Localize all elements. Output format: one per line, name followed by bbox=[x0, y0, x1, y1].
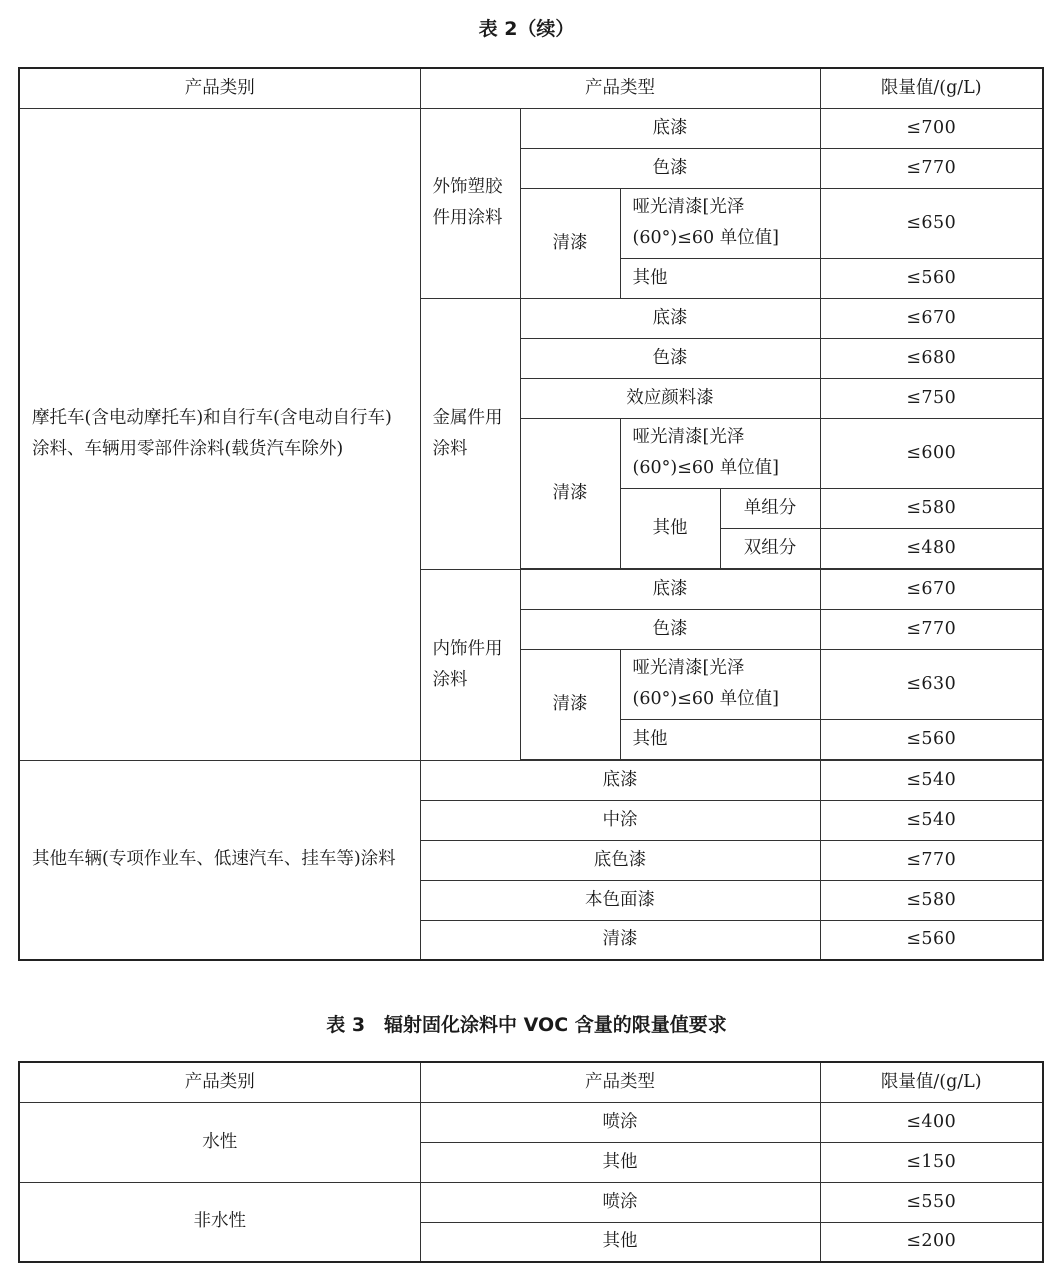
limit-cell: ≤630 bbox=[820, 649, 1043, 719]
type-cell: 其他 bbox=[620, 258, 820, 298]
table-header-row bbox=[19, 68, 1043, 108]
type-cell: 底漆 bbox=[520, 569, 820, 609]
type-cell: 中涂 bbox=[420, 800, 820, 840]
subcategory-interior: 内饰件用涂料 bbox=[420, 569, 520, 760]
type-cell: 清漆 bbox=[520, 188, 620, 298]
subcategory-metal: 金属件用涂料 bbox=[420, 298, 520, 569]
table-3 bbox=[18, 1061, 1044, 1263]
type-cell: 清漆 bbox=[420, 920, 820, 960]
limit-cell: ≤770 bbox=[820, 840, 1043, 880]
type-cell: 本色面漆 bbox=[420, 880, 820, 920]
limit-cell: ≤670 bbox=[820, 298, 1043, 338]
limit-cell: ≤750 bbox=[820, 378, 1043, 418]
table-row bbox=[19, 1182, 1043, 1222]
type-cell: 底漆 bbox=[420, 760, 820, 800]
limit-cell: ≤670 bbox=[820, 569, 1043, 609]
category-motorcycle: 摩托车(含电动摩托车)和自行车(含电动自行车)涂料、车辆用零部件涂料(载货汽车除外) bbox=[19, 108, 420, 760]
table-row bbox=[19, 1102, 1043, 1142]
type-cell: 哑光清漆[光泽(60°)≤60 单位值] bbox=[620, 418, 820, 488]
table-2-caption: 表 2（续） bbox=[478, 18, 575, 40]
type-cell: 双组分 bbox=[720, 528, 820, 568]
limit-cell: ≤580 bbox=[820, 880, 1043, 920]
type-cell: 哑光清漆[光泽(60°)≤60 单位值] bbox=[620, 649, 820, 719]
limit-cell: ≤580 bbox=[820, 488, 1043, 528]
header-category: 产品类别 bbox=[19, 1062, 420, 1102]
table-row bbox=[19, 760, 1043, 800]
limit-cell: ≤200 bbox=[820, 1222, 1043, 1262]
type-cell: 喷涂 bbox=[420, 1182, 820, 1222]
limit-cell: ≤560 bbox=[820, 258, 1043, 298]
category-non-water-based: 非水性 bbox=[19, 1182, 420, 1262]
limit-cell: ≤700 bbox=[820, 108, 1043, 148]
header-type: 产品类型 bbox=[420, 68, 820, 108]
category-water-based: 水性 bbox=[19, 1102, 420, 1182]
type-cell: 哑光清漆[光泽(60°)≤60 单位值] bbox=[620, 188, 820, 258]
limit-cell: ≤480 bbox=[820, 528, 1043, 568]
type-cell: 效应颜料漆 bbox=[520, 378, 820, 418]
limit-cell: ≤650 bbox=[820, 188, 1043, 258]
limit-cell: ≤770 bbox=[820, 609, 1043, 649]
type-cell: 其他 bbox=[620, 488, 720, 568]
limit-cell: ≤560 bbox=[820, 920, 1043, 960]
limit-cell: ≤550 bbox=[820, 1182, 1043, 1222]
limit-cell: ≤600 bbox=[820, 418, 1043, 488]
type-cell: 其他 bbox=[420, 1142, 820, 1182]
limit-cell: ≤540 bbox=[820, 760, 1043, 800]
table-row bbox=[19, 108, 1043, 148]
type-cell: 色漆 bbox=[520, 609, 820, 649]
limit-cell: ≤150 bbox=[820, 1142, 1043, 1182]
table-3-caption: 表 3 辐射固化涂料中 VOC 含量的限量值要求 bbox=[326, 1014, 727, 1036]
category-other-vehicles: 其他车辆(专项作业车、低速汽车、挂车等)涂料 bbox=[19, 760, 420, 960]
header-category: 产品类别 bbox=[19, 68, 420, 108]
header-type: 产品类型 bbox=[420, 1062, 820, 1102]
table-2 bbox=[18, 67, 1044, 961]
type-cell: 底色漆 bbox=[420, 840, 820, 880]
limit-cell: ≤540 bbox=[820, 800, 1043, 840]
subcategory-exterior-plastic: 外饰塑胶件用涂料 bbox=[420, 108, 520, 298]
limit-cell: ≤680 bbox=[820, 338, 1043, 378]
type-cell: 喷涂 bbox=[420, 1102, 820, 1142]
header-limit: 限量值/(g/L) bbox=[820, 1062, 1043, 1102]
type-cell: 色漆 bbox=[520, 338, 820, 378]
type-cell: 底漆 bbox=[520, 108, 820, 148]
type-cell: 色漆 bbox=[520, 148, 820, 188]
type-cell: 清漆 bbox=[520, 649, 620, 759]
limit-cell: ≤400 bbox=[820, 1102, 1043, 1142]
type-cell: 其他 bbox=[620, 719, 820, 759]
type-cell: 清漆 bbox=[520, 418, 620, 568]
header-limit: 限量值/(g/L) bbox=[820, 68, 1043, 108]
type-cell: 底漆 bbox=[520, 298, 820, 338]
type-cell: 单组分 bbox=[720, 488, 820, 528]
limit-cell: ≤560 bbox=[820, 719, 1043, 759]
type-cell: 其他 bbox=[420, 1222, 820, 1262]
limit-cell: ≤770 bbox=[820, 148, 1043, 188]
table-header-row bbox=[19, 1062, 1043, 1102]
